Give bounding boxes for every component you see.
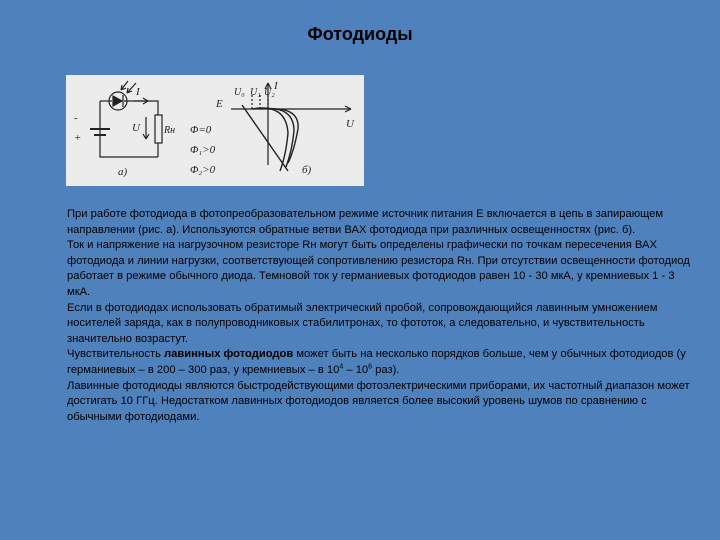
label-phi2: Φ₂>0 xyxy=(190,164,216,176)
body-text xyxy=(67,207,697,425)
label-minus: - xyxy=(74,112,78,124)
label-u2: U₂ xyxy=(264,87,275,98)
label-phi0: Φ=0 xyxy=(190,124,212,136)
paragraph-1: При работе фотодиода в фотопреобразовательном режиме источник питания E включается в цепь в запирающем направлении (рис. а). Используются обратные ветви ВАХ фотодиода при различных освещенностях (рис. б). xyxy=(67,208,664,236)
paragraph-2: Ток и напряжение на нагрузочном резисторе Rн могут быть определены графически по точкам пересечения ВАХ фотодиода и линии нагрузки, соответствующей сопротивлению резистора Rн. При отсутствии освещенности фотодиод работает в режиме обычного диода. Темновой ток у германиевых фотодиодов равен 10 - 30 мкА, у кремниевых 1 - 3 мкА. xyxy=(67,239,690,298)
paragraph-4-mid: может быть на несколько порядков больше, чем у обычных фотодиодов (у германиевых – в 200 – 300 раз, у кремниевых – в 10 xyxy=(67,348,686,376)
paragraph-4-end: раз). xyxy=(372,363,400,376)
exponent-1: 4 xyxy=(339,363,344,371)
paragraph-3: Если в фотодиодах использовать обратимый электрический пробой, сопровождающийся лавинным умножением носителей заряда, как в полупроводниковых стабилитронах, то фототок, а следовательно, и чувствительность значительно возрастут. xyxy=(67,301,658,345)
slide-title: Фотодиоды xyxy=(307,24,413,44)
label-i-left: I xyxy=(136,86,140,98)
photodiode-diagram xyxy=(66,75,364,186)
label-e-right: E xyxy=(216,98,223,110)
label-u0: U₀ xyxy=(234,87,245,98)
label-u-axis: U xyxy=(346,118,354,130)
caption-a: а) xyxy=(118,166,128,178)
photodiode-figure xyxy=(66,75,364,186)
label-plus: + xyxy=(74,132,82,144)
avalanche-photodiodes-term: лавинных фотодиодов xyxy=(164,348,294,361)
paragraph-5: Лавинные фотодиоды являются быстродействующими фотоэлектрическими приборами, их частотный диапазон может достигать 10 ГГц. Недостатком лавинных фотодиодов является более высокий уровень шумов по сравнению с обычными фотодиодами. xyxy=(67,379,690,423)
paragraph-4 xyxy=(67,347,697,378)
label-phi1: Φ₁>0 xyxy=(190,144,216,156)
label-rn: Rн xyxy=(164,125,176,136)
caption-b: б) xyxy=(302,164,312,176)
paragraph-4-dash: – 10 xyxy=(343,363,369,376)
label-u-left: U xyxy=(132,122,140,134)
exponent-2: 6 xyxy=(368,363,373,371)
label-u1: U₁ xyxy=(250,87,261,98)
label-i-axis: I xyxy=(274,80,278,92)
load-resistor xyxy=(155,115,162,143)
paragraph-4-prefix: Чувствительность xyxy=(67,348,165,361)
vax-curve-phi2 xyxy=(252,108,288,171)
circuit-wire-top xyxy=(124,101,158,115)
